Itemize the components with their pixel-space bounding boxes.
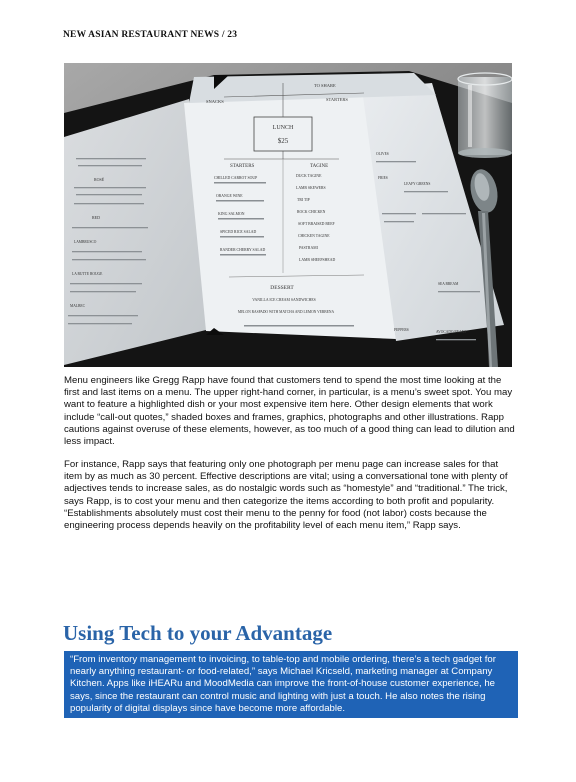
top-label-2: STARTERS — [326, 97, 348, 102]
dessert-heading: DESSERT — [270, 285, 294, 291]
menu-photo — [64, 63, 512, 367]
main-item: SOFT BRAISED BEEF — [298, 222, 335, 226]
body-paragraph — [64, 459, 516, 532]
section-title: Using Tech to your Advantage — [63, 621, 333, 645]
dessert-item: VANILLA ICE CREAM SANDWICHES — [252, 298, 316, 302]
main-item: ROCK CHICKEN — [297, 210, 326, 214]
top-label-3: TO SHARE — [314, 83, 336, 88]
paragraph-text: Menu engineers like Gregg Rapp have found that customers tend to spend the most time looking at the first and last items on a menu. The upper right-hand corner, in particular, is a menu’s sweet spot. You may want to feature a highlighted dish or your most expensive item here. Other design elements that work include “call-out quotes,” shaded boxes and frames, graphics, photographs and other illustrations. Rapp cautions against overuse of these elements, however, as too much of a good thing can lead to dilution and less impact. — [64, 375, 515, 448]
right-item: FRIES — [378, 176, 388, 180]
right-item: AVOCADO BEANS — [436, 330, 467, 334]
left-item: LAMBRUSCO — [74, 240, 97, 244]
main-item: LAMB SHEEPSHEAD — [299, 258, 336, 262]
starter-item: RANDER CHERRY SALAD — [220, 248, 266, 252]
dessert-item: MELON RASPADO WITH MATCHA AND LEMON VERBENA — [237, 310, 335, 314]
starter-item: ORANGE WINE — [216, 194, 243, 198]
main-item: PASTRAMI — [299, 246, 318, 250]
callout-text: “From inventory management to invoicing, to table-top and mobile ordering, there’s a tech gadget for nearly anything restaurant- or food-related,” says Michael Kricseld, marketing manager at Company Kitchen. Apps like iHEARu and MoodMedia can improve the front-of-house customer experience, he says, since the restaurant can control music and lighting with just a touch. He also notes the rising popularity of digital displays since have become more affordable. — [70, 654, 496, 714]
main-item: LAMB SKEWERS — [296, 186, 326, 190]
main-item: TRI TIP — [297, 198, 310, 202]
left-item: MALBEC — [70, 304, 85, 308]
left-item: RED — [92, 215, 100, 220]
right-item: OLIVES — [376, 152, 389, 156]
starter-item: CHILLED CARROT SOUP — [214, 176, 258, 180]
right-item: LEAFY GREENS — [404, 182, 431, 186]
callout-box — [64, 651, 518, 718]
starter-item: SPICED RICE SALAD — [220, 230, 257, 234]
paragraph-text: For instance, Rapp says that featuring only one photograph per menu page can increase sales for that item by as much as 30 percent. Effective descriptions are vital; using a conversational tone with plenty of adjectives tends to increase sales, as do nostalgic words such as “homestyle” and “traditional.” The trick, says Rapp, is to cost your menu and then categorize the items according to both profit and popularity. “Establishments absolutely must cost their menu to the penny for food (not labor) costs because the engineering process depends heavily on the profitability level of each menu item,” Rapp says. — [64, 459, 508, 532]
body-paragraph — [64, 375, 516, 448]
right-item: PEPPERS — [394, 328, 409, 332]
starter-item: KING SALMON — [218, 212, 245, 216]
running-header: NEW ASIAN RESTAURANT NEWS / 23 — [63, 30, 238, 40]
lunch-label: LUNCH — [272, 125, 294, 131]
lunch-price: $25 — [277, 137, 289, 145]
left-item: LA BUTTE ROUGE — [72, 272, 103, 276]
starters-heading: STARTERS — [230, 164, 255, 169]
top-label-1: SNACKS — [206, 99, 224, 104]
mains-heading: TAGINE — [310, 164, 329, 169]
left-item: ROSÉ — [94, 177, 105, 182]
main-item: CHICKEN TAGINE — [298, 234, 330, 238]
right-item: SEA BREAM — [438, 282, 459, 286]
main-item: DUCK TAGINE — [296, 174, 322, 178]
water-glass — [458, 73, 512, 158]
